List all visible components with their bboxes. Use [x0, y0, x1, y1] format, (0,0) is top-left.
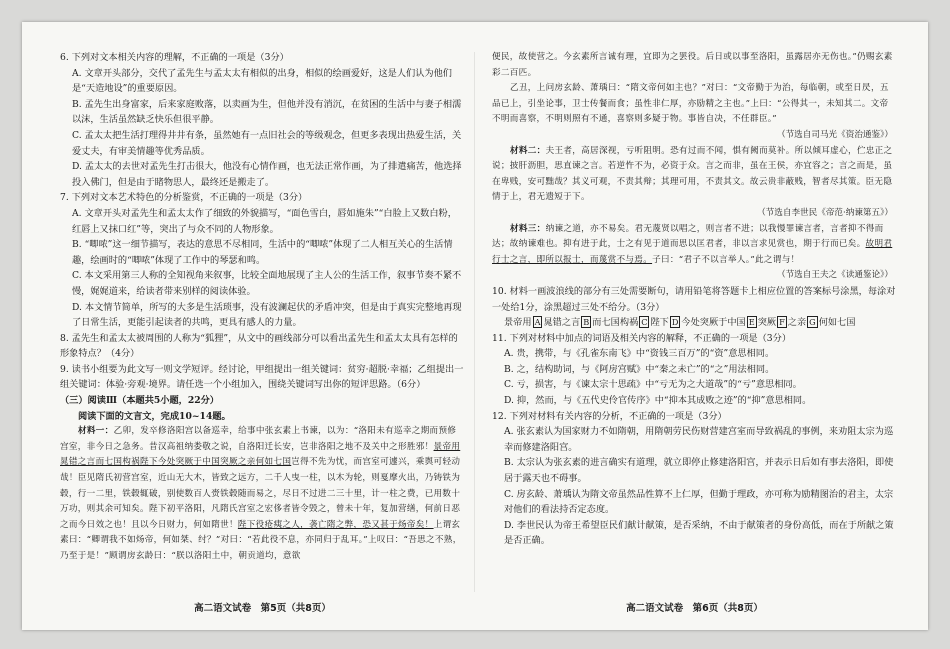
q11-option-a: A. 贵，携带，与《孔雀东南飞》中“资钱三百万”的“资”意思相同。 [504, 348, 775, 360]
q10-seg-6: 之亲 [787, 317, 807, 329]
left-page [60, 50, 465, 590]
material-1 [60, 424, 465, 564]
material-2-text: 夫王者，高居深视，亏听阻明。恐有过而不闻，惧有阙而莫补。所以倾耳虚心，伫忠正之说；披肝沥胆，思直谏之言。若逆忤不为，必资于众。言之而非，虽在王侯，亦宜容之；言之而是，虽在卑贱，安可黜哉？其义可观，不责其辩；其理可用，不责其文。故云贵非蔽贱，智者尽其策。臣无隐情于上，君无遗短于下。 [492, 145, 893, 203]
q10-seg-7: 何如七国 [818, 317, 856, 329]
q6-option-c: C. 孟太太把生活打理得井井有条，虽然她有一点旧社会的等级观念，但更多表现出热爱生活，关爱丈夫，有审美情趣等优秀品质。 [72, 129, 462, 157]
material-1-label: 材料一： [78, 426, 114, 437]
q10-seg-4: 今处突厥于中国 [681, 317, 746, 329]
material-1-text-a: 乙卯，发卒修洛阳宫以备巡幸，给事中张玄素上书谏，以为：“洛阳未有巡幸之期而预修宫室，非今日之急务。昔汉高祖纳娄敬之说，自洛阳迁长安，岂非洛阳之地不及关中之形胜邪！ [60, 426, 457, 452]
q12-option-d: D. 李世民认为帝王希望臣民们献计献策，是否采纳，不由于献策者的身份高低，而在于所献之策是否正确。 [504, 519, 894, 547]
q7-option-a: A. 文章开头对孟先生和孟太太作了细致的外貌描写，“面色雪白，唇如施朱”“白脸上又数白粉，红唇上又抹口红”等，突出了与众不同的人物形象。 [72, 207, 457, 235]
q10-stem: 10. 材料一画波浪线的部分有三处需要断句，请用铅笔将答题卡上相应位置的答案标号涂黑，每涂对一处给1分，涂黑超过三处不给分。（3分） [492, 285, 896, 313]
q10-seg-2: 而七国构祸 [592, 317, 639, 329]
material-1-continued-2: 乙丑，上问房玄龄、萧瑀曰：“隋文帝何如主也？”对曰：“文帝勤于为治，每临朝，或至日昃，五品已上，引坐论事，卫士传餐而食；虽性非仁厚，亦励精之主也。”上曰：“公得其一，未知其二。文帝不明而喜察，不明则照有不通，喜察则多疑于物。事皆自决，不任群臣。” [492, 83, 889, 125]
page-footer-right: 高二语文试卷 第6页（共8页） [626, 603, 763, 614]
material-2-source: （节选自李世民《帝范·纳谏第五》） [757, 207, 893, 218]
page-footer-left: 高二语文试卷 第5页（共8页） [194, 603, 331, 614]
material-1-text-b: 岂得不先为忧，而宫室可遽兴，乘舆可轻动哉！臣见隋氏初营宫室，近山无大木，皆致之远方，二千人曳一柱，以木为轮，则戛摩火出，乃铸铁为毂，行一二里，铁毂辄破，别使数百人赍铁毂随而易之，尽日不过进二三十里，计一柱之费，已用数十万功，则其余可知矣。陛下初平洛阳，凡隋氏宫室之宏侈者皆令毁之，曾未十年，复加营缮，何前日恶之而今日效之也！且以今日财力，何如隋世！ [60, 457, 461, 530]
material-1-continued: 便民，故使营之。今玄素所言诚有理，宜即为之罢役。后日或以事至洛阳，虽露居亦无伤也。”仍赐玄素彩二百匹。 [492, 52, 893, 78]
material-3-underline: 故明君行士之言，即所以报士，而蔑赏不与焉。 [492, 239, 893, 265]
q10-seg-5: 突厥 [757, 317, 777, 329]
q11-option-b: B. 之，结构助词，与《阿房宫赋》中“秦之未亡”的“之”用法相同。 [504, 363, 775, 375]
material-1-underline: 陛下役疮痍之人，袭亡隋之弊，恐又甚于炀帝矣！ [237, 519, 434, 530]
q7-stem: 7. 下列对文本艺术特色的分析鉴赏，不正确的一项是（3分） [60, 192, 308, 204]
material-3-label: 材料三： [510, 223, 546, 234]
q6-option-b: B. 孟先生出身富家，后来家庭败落，以卖画为生，但他并没有消沉，在贫困的生活中与妻子相濡以沫，生活虽然缺乏快乐但很平静。 [72, 98, 462, 126]
q6-stem: 6. 下列对文本相关内容的理解，不正确的一项是（3分） [60, 52, 289, 63]
q12-option-a: A. 张玄素认为国家财力不如隋朝，用隋朝劳民伤财营建宫室而导致祸乱的事例，来劝阻太宗为巡幸而修建洛阳宫。 [504, 426, 894, 453]
q12-option-b: B. 太宗认为张玄素的进言确实有道理，就立即停止修建洛阳宫，并表示日后如有事去洛阳，即使居于露天也不碍事。 [504, 457, 894, 485]
right-page [492, 50, 897, 590]
q10-sentence [492, 315, 897, 331]
material-1-source: （节选自司马光《资治通鉴》） [776, 129, 893, 140]
exam-sheet [22, 22, 928, 630]
q7-option-c: C. 本文采用第三人称的全知视角来叙事，比较全面地展现了主人公的生活工作，叙事节奏不紧不慢，娓娓道来，给读者带来别样的阅读体验。 [72, 270, 462, 297]
material-3-source: （节选自王夫之《读通鉴论》） [776, 270, 893, 281]
page-fold [474, 52, 475, 592]
q10-mark-g[interactable]: G [809, 317, 816, 328]
q10-mark-b[interactable]: B [583, 317, 590, 328]
q11-option-c: C. 亏，损害，与《谏太宗十思疏》中“亏无为之大道哉”的“亏”意思相同。 [504, 379, 802, 391]
q11-option-d: D. 抑，然而，与《五代史伶官传序》中“抑本其成败之迹”的“抑”意思相同。 [504, 395, 812, 407]
q10-mark-a[interactable]: A [534, 317, 541, 328]
q10-seg-3: 陛下 [650, 317, 669, 329]
q12-stem: 12. 下列对材料有关内容的分析，不正确的一项是（3分） [492, 410, 727, 422]
material-2-label: 材料二： [510, 145, 546, 156]
q7-option-d: D. 本文情节简单，所写的大多是生活琐事，没有波澜起伏的矛盾冲突，但是由于真实完整地再现了日常生活，更能引起读者的共鸣，更具有感人的力量。 [72, 301, 462, 329]
q10-mark-f[interactable]: F [779, 317, 785, 328]
q10-mark-e[interactable]: E [748, 317, 755, 328]
q7-option-b: B. “唧哝”这一细节描写，表达的意思不尽相同，生活中的“唧哝”体现了二人相互关心的生活情趣，绘画时的“唧哝”体现了工作中的琴瑟和鸣。 [72, 239, 453, 266]
q6-option-d: D. 孟太太的去世对孟先生打击很大，他没有心情作画，也无法正常作画，为了排遣痛苦，他选择投入佛门，但是由于睹物思人，最终还是搬走了。 [72, 161, 462, 188]
section-instruction: 阅读下面的文言文，完成10~14题。 [78, 410, 231, 422]
q10-mark-c[interactable]: C [641, 317, 648, 328]
q11-stem: 11. 下列对材料中加点的词语及相关内容的解释，不正确的一项是（3分） [492, 332, 792, 344]
q10-seg-1: 晁错之言 [543, 317, 581, 329]
q9-stem: 9. 读书小组要为此文写一则文学短评。经讨论，甲组提出一组关键词：贫穷·超脱·幸福；乙组提出一组关键词：体验·旁观·境界。请任选一个小组加入，围绕关键词写出你的短评思路。（6分） [60, 363, 464, 391]
material-1-text-c: 上谓玄素曰：“卿谓我不如炀帝，何如桀、纣？”对曰：“若此役不息，亦同归于乱耳。”上叹曰：“吾思之不熟，乃至于是！”顾谓房玄龄曰：“朕以洛阳土中，朝贡道均，意欲 [60, 519, 462, 561]
material-3-text-b: 子曰：“君子不以言举人。”此之谓与！ [652, 254, 800, 265]
q12-option-c: C. 房玄龄、萧瑀认为隋文帝虽然品性算不上仁厚，但勤于理政，亦可称为励精图治的君主，太宗对他们的看法持否定态度。 [504, 488, 894, 516]
q10-seg-0: 景帝用 [504, 317, 532, 329]
material-1-wavy-line: 景帝用晁错之言而七国构祸陛下今处突厥于中国突厥之亲何如七国 [60, 441, 461, 468]
section-heading: （三）阅读Ⅲ（本题共5小题，22分） [60, 395, 219, 407]
material-2 [492, 144, 897, 206]
q8-stem: 8. 孟先生和孟太太被周围的人称为“狐狸”，从文中的画线部分可以看出孟先生和孟太太具有怎样的形象特点？（4分） [60, 332, 458, 360]
q10-mark-d[interactable]: D [671, 317, 679, 328]
material-3-text-a: 纳谏之道，亦不易矣。君无蔑贤以唱之，则言者不进；以我慢罪谏言者，言者抑不得而达；故纳谏难也。抑有进于此，士之有见于道而思以匡君者，非以言求见赏也，期于行而已矣。 [492, 223, 884, 250]
q6-option-a: A. 文章开头部分，交代了孟先生与孟太太有相似的出身，相似的绘画爱好，这是人们认为他们是“天造地设”的重要原因。 [72, 67, 452, 95]
material-3 [492, 222, 897, 269]
